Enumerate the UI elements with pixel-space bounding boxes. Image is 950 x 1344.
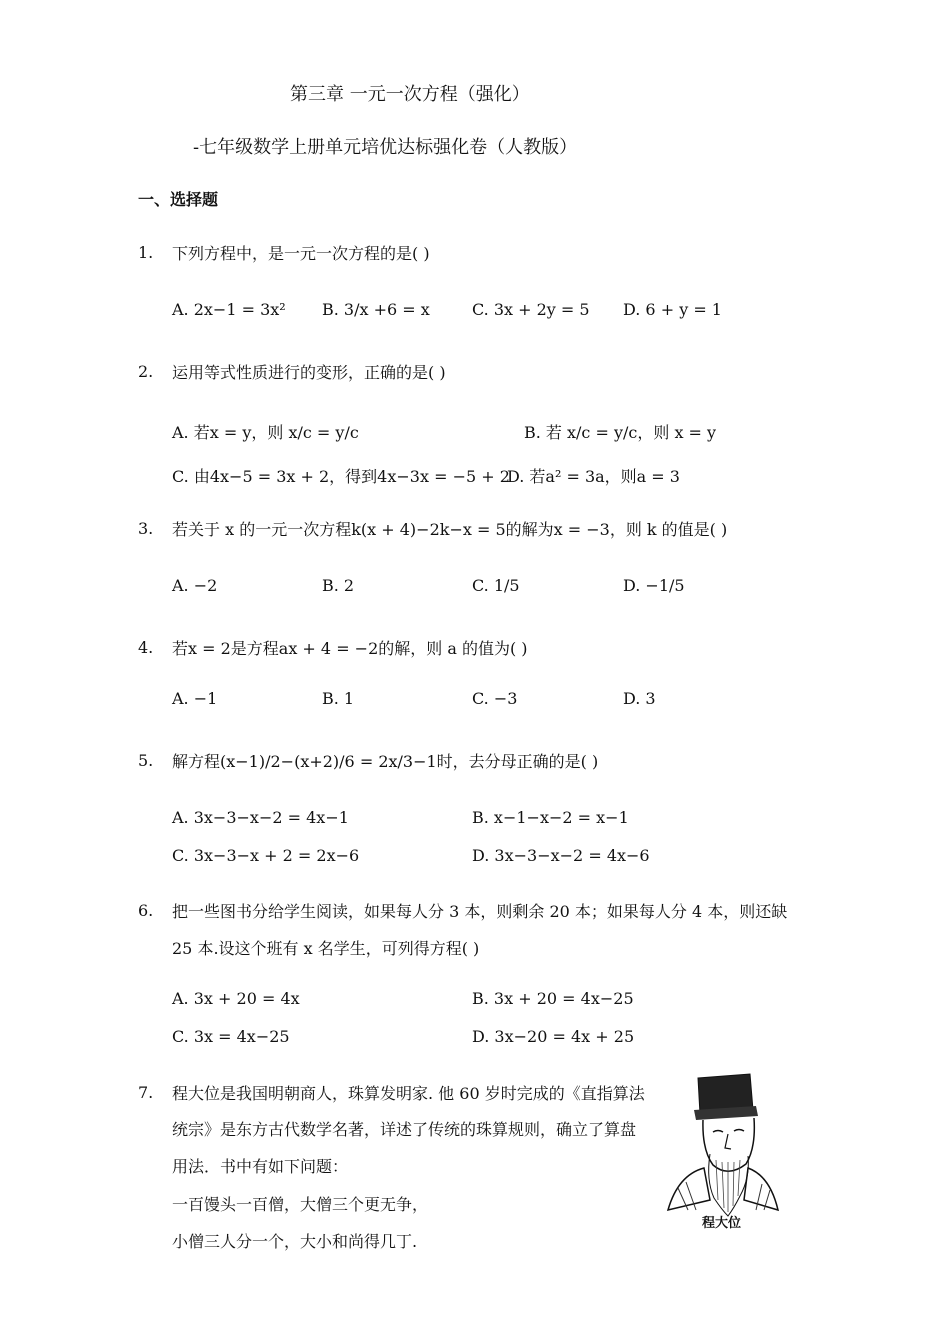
question-number: 6.	[138, 901, 154, 920]
option-a: A. 2x−1 = 3x²	[172, 300, 286, 319]
question-text-line: 程大位是我国明朝商人，珠算发明家. 他 60 岁时完成的《直指算法	[172, 1084, 645, 1103]
option-b: B. 3x + 20 = 4x−25	[472, 989, 634, 1008]
portrait-drawing	[658, 1070, 788, 1230]
option-c: C. 由4x−5 = 3x + 2，得到4x−3x = −5 + 2	[172, 467, 510, 486]
option-a: A. −2	[172, 576, 218, 595]
question-text: 若x = 2是方程ax + 4 = −2的解，则 a 的值为( )	[172, 639, 528, 658]
option-a: A. 3x + 20 = 4x	[172, 989, 300, 1008]
option-c: C. 3x−3−x + 2 = 2x−6	[172, 846, 360, 865]
option-d: D. −1/5	[623, 576, 685, 595]
option-c: C. −3	[472, 689, 518, 708]
option-a: A. −1	[172, 689, 218, 708]
option-c: C. 1/5	[472, 576, 520, 595]
option-a: A. 3x−3−x−2 = 4x−1	[172, 808, 349, 827]
question-text-line: 用法．书中有如下问题：	[172, 1157, 349, 1176]
cheng-dawei-portrait	[658, 1070, 788, 1230]
option-d: D. 3	[623, 689, 656, 708]
question-text: 下列方程中，是一元一次方程的是( )	[172, 244, 430, 263]
question-number: 4.	[138, 638, 154, 657]
section-heading: 一、选择题	[138, 190, 219, 209]
document-subtitle: -七年级数学上册单元培优达标强化卷（人教版）	[193, 137, 578, 158]
document-title: 第三章 一元一次方程（强化）	[290, 84, 530, 105]
option-b: B. x−1−x−2 = x−1	[472, 808, 629, 827]
option-b: B. 若 x/c = y/c，则 x = y	[524, 423, 717, 442]
option-d: D. 3x−3−x−2 = 4x−6	[472, 846, 650, 865]
option-d: D. 若a² = 3a，则a = 3	[507, 467, 680, 486]
question-number: 1.	[138, 243, 154, 262]
question-number: 7.	[138, 1083, 154, 1102]
option-a: A. 若x = y，则 x/c = y/c	[172, 423, 359, 442]
option-b: B. 2	[322, 576, 355, 595]
option-c: C. 3x + 2y = 5	[472, 300, 590, 319]
option-b: B. 1	[322, 689, 355, 708]
question-text-line2: 25 本.设这个班有 x 名学生，可列得方程( )	[172, 939, 480, 958]
question-text-line: 一百馒头一百僧，大僧三个更无争，	[172, 1195, 429, 1214]
option-c: C. 3x = 4x−25	[172, 1027, 290, 1046]
question-text: 若关于 x 的一元一次方程k(x + 4)−2k−x = 5的解为x = −3，则 k 的值是( )	[172, 520, 728, 539]
question-text-line: 小僧三人分一个，大小和尚得几丁.	[172, 1232, 418, 1251]
option-d: D. 3x−20 = 4x + 25	[472, 1027, 635, 1046]
question-number: 3.	[138, 519, 154, 538]
option-b: B. 3/x +6 = x	[322, 300, 430, 319]
portrait-caption: 程大位	[702, 1216, 742, 1231]
question-number: 5.	[138, 751, 154, 770]
question-text-line1: 把一些图书分给学生阅读，如果每人分 3 本，则剩余 20 本；如果每人分 4 本，则还缺	[172, 902, 788, 921]
option-d: D. 6 + y = 1	[623, 300, 722, 319]
question-text: 运用等式性质进行的变形，正确的是( )	[172, 363, 446, 382]
question-text: 解方程(x−1)/2−(x+2)/6 = 2x/3−1时，去分母正确的是( )	[172, 752, 599, 771]
question-text-line: 统宗》是东方古代数学名著，详述了传统的珠算规则，确立了算盘	[172, 1120, 637, 1139]
question-number: 2.	[138, 362, 154, 381]
